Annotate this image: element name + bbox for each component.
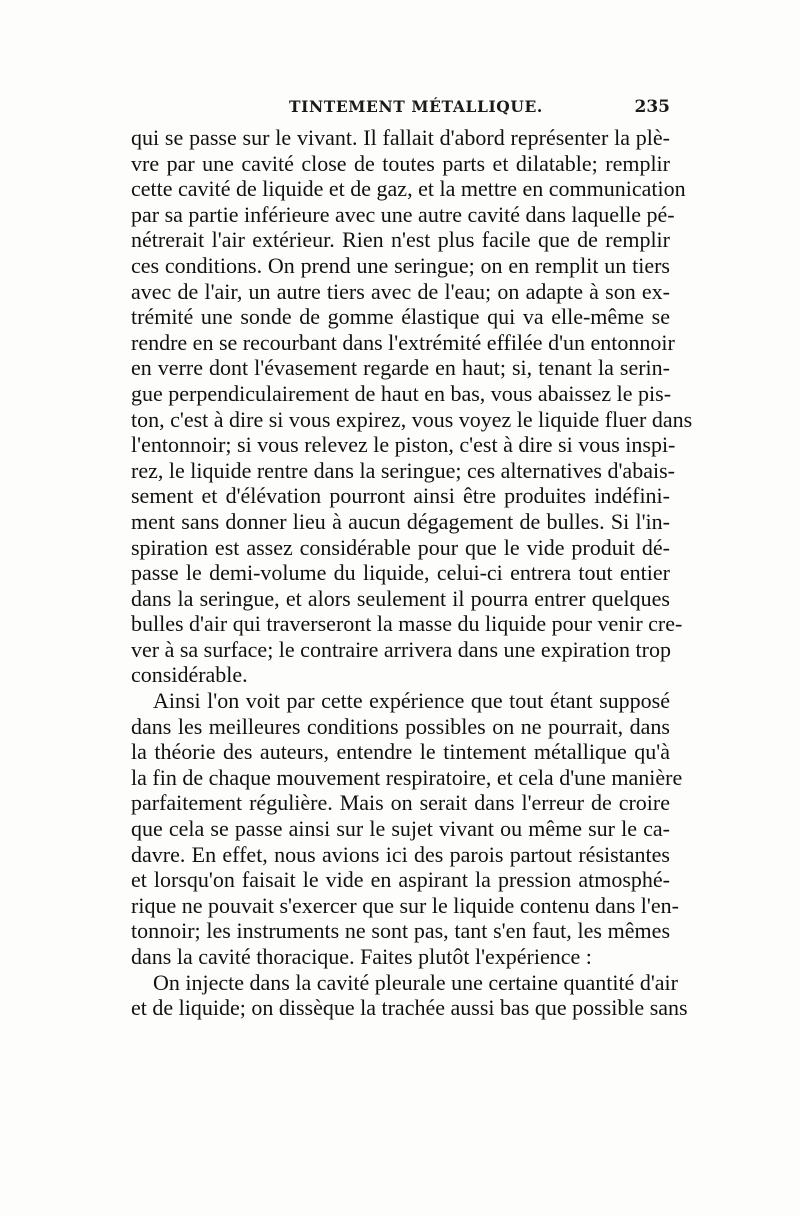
text-line: nétrerait l'air extérieur. Rien n'est plus facile que de remplir xyxy=(131,227,670,253)
text-line: et lorsqu'on faisait le vide en aspirant la pression atmosphé- xyxy=(131,867,670,893)
text-line: rendre en se recourbant dans l'extrémité effilée d'un entonnoir xyxy=(131,329,675,355)
page-number: 235 xyxy=(634,97,670,117)
text-line: parfaitement régulière. Mais on serait dans l'erreur de croire xyxy=(131,790,670,816)
text-line: et de liquide; on dissèque la trachée aussi bas que possible sans xyxy=(131,995,688,1021)
text-line: en verre dont l'évasement regarde en haut; si, tenant la serin- xyxy=(131,355,670,381)
text-line: avec de l'air, un autre tiers avec de l'eau; on adapte à son ex- xyxy=(131,278,670,304)
text-line: ces conditions. On prend une seringue; on en remplit un tiers xyxy=(131,252,670,278)
text-line: que cela se passe ainsi sur le sujet vivant ou même sur le ca- xyxy=(131,816,670,842)
text-line: par sa partie inférieure avec une autre cavité dans laquelle pé- xyxy=(131,201,675,227)
text-line: davre. En effet, nous avions ici des parois partout résistantes xyxy=(131,841,670,867)
text-line: gue perpendiculairement de haut en bas, vous abaissez le pis- xyxy=(131,380,672,406)
body-text xyxy=(131,125,693,1021)
running-title: TINTEMENT MÉTALLIQUE. xyxy=(289,97,543,116)
text-line: la théorie des auteurs, entendre le tintement métallique qu'à xyxy=(131,739,670,765)
text-line: ton, c'est à dire si vous expirez, vous voyez le liquide fluer dans xyxy=(131,406,693,432)
text-line: la fin de chaque mouvement respiratoire, et cela d'une manière xyxy=(131,764,683,790)
text-line: sement et d'élévation pourront ainsi être produites indéfini- xyxy=(131,483,670,509)
paragraph-start-line: Ainsi l'on voit par cette expérience que tout étant supposé xyxy=(153,688,670,714)
paragraph-end-line: considérable. xyxy=(131,662,248,688)
text-line: passe le demi-volume du liquide, celui-ci entrera tout entier xyxy=(131,560,670,586)
text-line: cette cavité de liquide et de gaz, et la mettre en communication xyxy=(131,176,686,202)
text-line: qui se passe sur le vivant. Il fallait d'abord représenter la plè- xyxy=(131,125,670,150)
text-line: rez, le liquide rentre dans la seringue; ces alternatives d'abais- xyxy=(131,457,675,483)
text-line: tonnoir; les instruments ne sont pas, tant s'en faut, les mêmes xyxy=(131,918,670,944)
page-header xyxy=(131,97,670,125)
text-line: dans la seringue, et alors seulement il pourra entrer quelques xyxy=(131,585,670,611)
text-line: vre par une cavité close de toutes parts et dilatable; remplir xyxy=(131,150,670,176)
text-line: dans les meilleures conditions possibles on ne pourrait, dans xyxy=(131,713,670,739)
text-line: l'entonnoir; si vous relevez le piston, c'est à dire si vous inspi- xyxy=(131,432,676,458)
text-line: spiration est assez considérable pour que le vide produit dé- xyxy=(131,534,670,560)
text-line: ver à sa surface; le contraire arrivera dans une expiration trop xyxy=(131,636,671,662)
text-line: bulles d'air qui traverseront la masse du liquide pour venir cre- xyxy=(131,611,683,637)
paragraph-start-line: On injecte dans la cavité pleurale une certaine quantité d'air xyxy=(153,969,678,995)
text-line: trémité une sonde de gomme élastique qui va elle-même se xyxy=(131,304,670,330)
text-line: rique ne pouvait s'exercer que sur le liquide contenu dans l'en- xyxy=(131,892,679,918)
paragraph-end-line: dans la cavité thoracique. Faites plutôt l'expérience : xyxy=(131,944,592,969)
text-line: ment sans donner lieu à aucun dégagement de bulles. Si l'in- xyxy=(131,508,670,534)
